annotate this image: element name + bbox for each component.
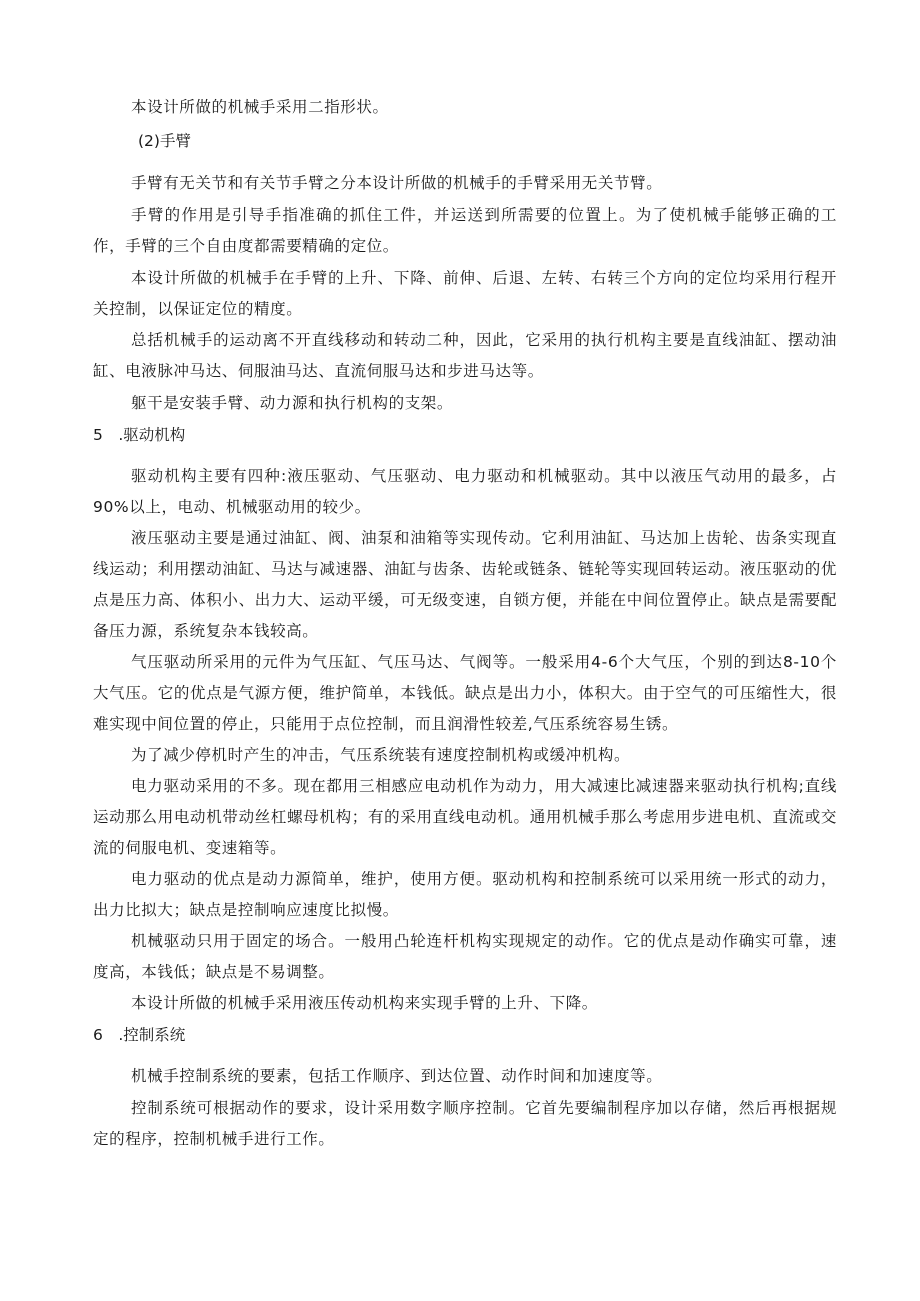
paragraph-control-elements: 机械手控制系统的要素，包括工作顺序、到达位置、动作时间和加速度等。 bbox=[131, 1067, 663, 1085]
subheading-arm: (2)手臂 bbox=[138, 132, 191, 150]
paragraph-mechanical: 机械驱动只用于固定的场合。一般用凸轮连杆机构实现规定的动作。它的优点是动作确实可靠，速度高，本钱低；缺点是不易调整。 bbox=[93, 932, 837, 981]
paragraph-drive-types: 驱动机构主要有四种:液压驱动、气压驱动、电力驱动和机械驱动。其中以液压气动用的最多，占90%以上，电动、机械驱动用的较少。 bbox=[93, 467, 837, 516]
paragraph-pneumatic-buffer: 为了减少停机时产生的冲击，气压系统装有速度控制机构或缓冲机构。 bbox=[131, 746, 631, 764]
paragraph-pneumatic: 气压驱动所采用的元件为气压缸、气压马达、气阀等。一般采用4-6个大气压，个别的到达8-10个大气压。它的优点是气源方便，维护简单，本钱低。缺点是出力小，体积大。由于空气的可压缩性大，很难实现中间位置的停止，只能用于点位控制，而且润滑性较差,气压系统容易生锈。 bbox=[93, 653, 837, 733]
paragraph-arm-positioning: 本设计所做的机械手在手臂的上升、下降、前伸、后退、左转、右转三个方向的定位均采用行程开关控制，以保证定位的精度。 bbox=[93, 269, 837, 318]
paragraph-torso: 躯干是安装手臂、动力源和执行机构的支架。 bbox=[131, 394, 454, 412]
section-heading-control: 6 .控制系统 bbox=[93, 1026, 186, 1044]
paragraph-electric-pros: 电力驱动的优点是动力源简单，维护，使用方便。驱动机构和控制系统可以采用统一形式的动力，出力比拟大；缺点是控制响应速度比拟慢。 bbox=[93, 870, 837, 919]
paragraph-arm-function: 手臂的作用是引导手指准确的抓住工件，并运送到所需要的位置上。为了使机械手能够正确的工作，手臂的三个自由度都需要精确的定位。 bbox=[93, 206, 837, 255]
paragraph-control-program: 控制系统可根据动作的要求，设计采用数字顺序控制。它首先要编制程序加以存储，然后再根据规定的程序，控制机械手进行工作。 bbox=[93, 1099, 837, 1148]
paragraph-actuators: 总括机械手的运动离不开直线移动和转动二种，因此，它采用的执行机构主要是直线油缸、摆动油缸、电液脉冲马达、伺服油马达、直流伺服马达和步进马达等。 bbox=[93, 331, 837, 380]
section-heading-drive: 5 .驱动机构 bbox=[93, 426, 186, 444]
paragraph-design-hydraulic: 本设计所做的机械手采用液压传动机构来实现手臂的上升、下降。 bbox=[131, 994, 598, 1012]
paragraph-finger-shape: 本设计所做的机械手采用二指形状。 bbox=[131, 98, 389, 116]
paragraph-hydraulic: 液压驱动主要是通过油缸、阀、油泵和油箱等实现传动。它利用油缸、马达加上齿轮、齿条实现直线运动；利用摆动油缸、马达与减速器、油缸与齿条、齿轮或链条、链轮等实现回转运动。液压驱动的优点是压力高、体积小、出力大、运动平缓，可无级变速，自锁方便，并能在中间位置停止。缺点是需要配备压力源，系统复杂本钱较高。 bbox=[93, 529, 837, 640]
paragraph-electric: 电力驱动采用的不多。现在都用三相感应电动机作为动力，用大减速比减速器来驱动执行机构;直线运动那么用电动机带动丝杠螺母机构；有的采用直线电动机。通用机械手那么考虑用步进电机、直流或交流的伺服电机、变速箱等。 bbox=[93, 777, 837, 857]
paragraph-arm-joint: 手臂有无关节和有关节手臂之分本设计所做的机械手的手臂采用无关节臂。 bbox=[131, 174, 663, 192]
